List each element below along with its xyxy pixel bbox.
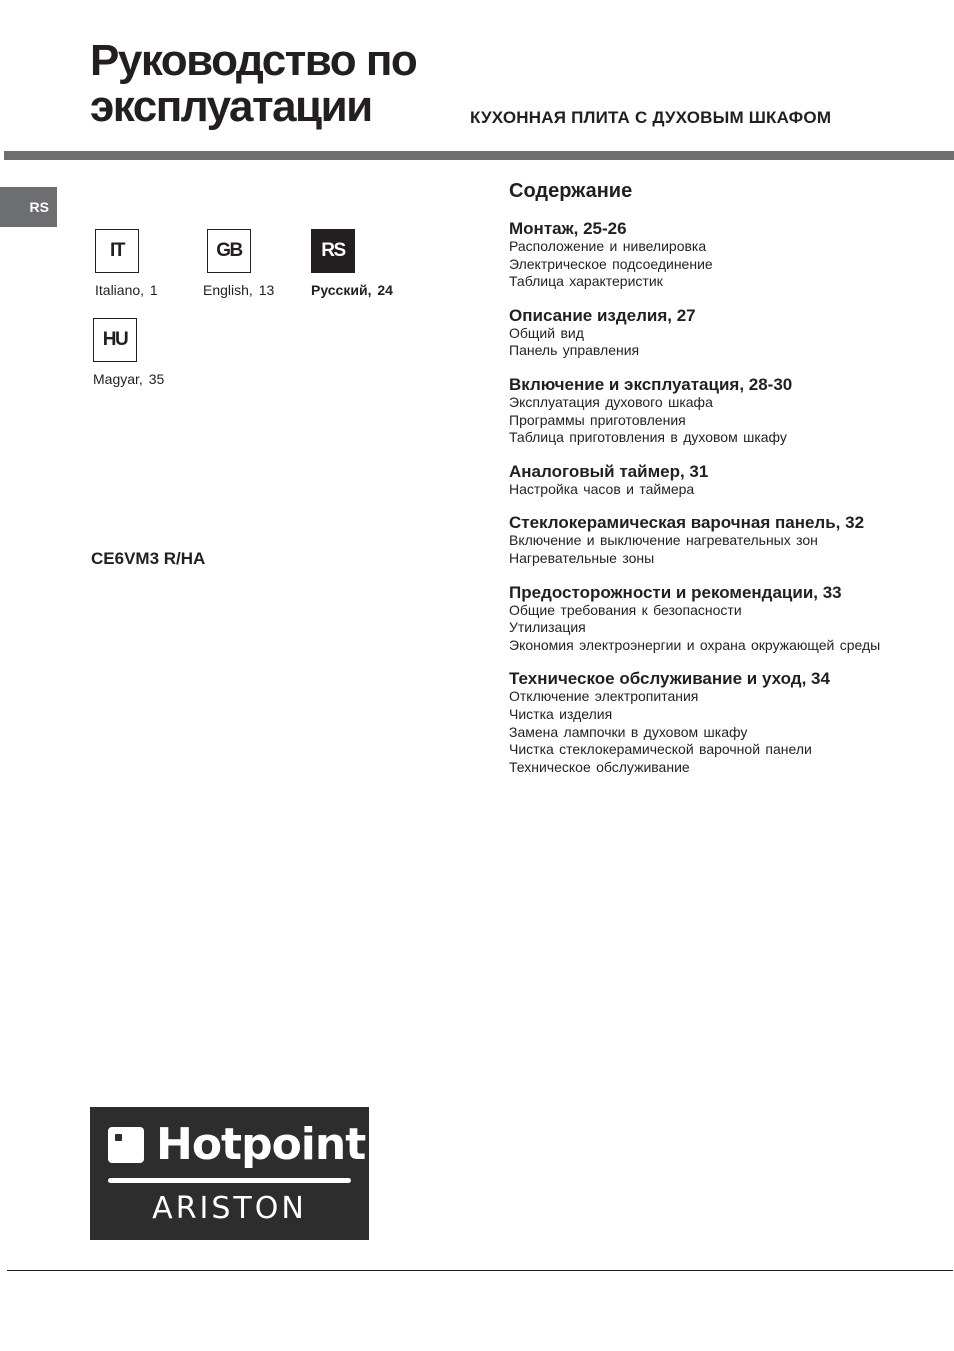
toc-item[interactable]: Включение и выключение нагревательных зон (509, 532, 818, 549)
toc-section-precautions (509, 583, 899, 655)
toc-item[interactable]: Настройка часов и таймера (509, 480, 695, 497)
toc-section-hob (509, 513, 899, 567)
hotpoint-square-icon (108, 1127, 144, 1163)
toc-item[interactable]: Общие требования к безопасности (509, 601, 742, 618)
header-divider-bar (4, 151, 954, 160)
toc-heading[interactable]: Техническое обслуживание и уход, 34 (509, 669, 830, 689)
model-number: CE6VM3 R/HA (91, 549, 206, 568)
toc-item[interactable]: Отключение электропитания (509, 688, 699, 705)
toc-item[interactable]: Таблица характеристик (509, 273, 663, 290)
product-subtitle: КУХОННАЯ ПЛИТА С ДУХОВЫМ ШКАФОМ (470, 108, 832, 127)
toc-item[interactable]: Чистка изделия (509, 705, 613, 722)
toc-item[interactable]: Утилизация (509, 619, 586, 636)
language-label-active: Русский, 24 (311, 282, 393, 298)
toc-heading[interactable]: Аналоговый таймер, 31 (509, 461, 709, 481)
logo-text-hotpoint: Hotpoint (156, 1119, 366, 1170)
toc-item[interactable]: Таблица приготовления в духовом шкафу (509, 429, 787, 446)
toc-item[interactable]: Чистка стеклокерамической варочной панели (509, 741, 812, 758)
toc-heading[interactable]: Стеклокерамическая варочная панель, 32 (509, 513, 865, 533)
page-title-line2: эксплуатации (90, 82, 372, 131)
toc-item[interactable]: Нагревательные зоны (509, 549, 655, 566)
page-title-line1: Руководство по (90, 36, 417, 85)
toc-item[interactable]: Расположение и нивелировка (509, 238, 707, 254)
language-code-box: IT (95, 229, 139, 273)
toc-section-description (509, 306, 899, 360)
language-label: English, 13 (203, 282, 275, 298)
page-title (90, 38, 416, 130)
language-gb[interactable] (203, 229, 275, 298)
language-code-box: HU (93, 318, 137, 362)
toc-section-start-and-use (509, 375, 899, 447)
toc-heading[interactable]: Предосторожности и рекомендации, 33 (509, 582, 842, 602)
language-code-box-active: RS (311, 229, 355, 273)
language-code-box: GB (207, 229, 251, 273)
toc-item[interactable]: Общий вид (509, 324, 584, 341)
language-it[interactable] (95, 229, 158, 298)
toc-item[interactable]: Панель управления (509, 342, 640, 359)
toc-section-timer (509, 462, 899, 499)
toc-item[interactable]: Эксплуатация духового шкафа (509, 393, 713, 410)
toc-section-installation (509, 219, 899, 291)
language-label: Italiano, 1 (95, 282, 158, 298)
toc-title: Содержание (509, 180, 633, 202)
toc-item[interactable]: Замена лампочки в духовом шкафу (509, 723, 748, 740)
language-rs[interactable] (311, 229, 393, 298)
toc-item[interactable]: Электрическое подсоединение (509, 255, 713, 272)
toc-item[interactable]: Техническое обслуживание (509, 758, 690, 775)
footer-rule (7, 1270, 953, 1271)
side-language-tab: RS (0, 187, 57, 227)
toc-section-maintenance (509, 669, 899, 776)
logo-divider (108, 1178, 351, 1183)
language-hu[interactable] (93, 318, 164, 387)
toc-heading[interactable]: Монтаж, 25-26 (509, 219, 627, 238)
toc-heading[interactable]: Включение и эксплуатация, 28-30 (509, 374, 793, 394)
toc-heading[interactable]: Описание изделия, 27 (509, 305, 696, 325)
toc-item[interactable]: Программы приготовления (509, 411, 686, 428)
brand-logo (90, 1107, 369, 1240)
table-of-contents (509, 219, 899, 791)
logo-text-ariston: ARISTON (152, 1191, 307, 1226)
language-label: Magyar, 35 (93, 371, 165, 387)
toc-item[interactable]: Экономия электроэнергии и охрана окружающей среды (509, 636, 881, 653)
